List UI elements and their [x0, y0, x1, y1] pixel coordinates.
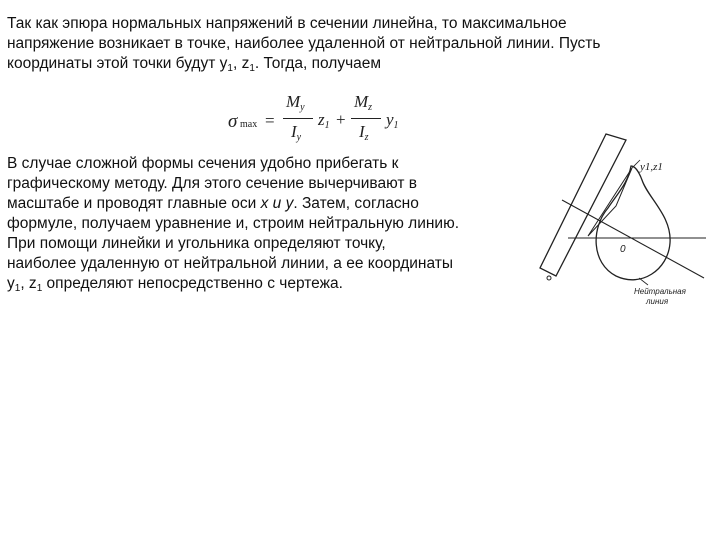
moment-y: $M_y$ — [286, 92, 305, 113]
intro-line-2: напряжение возникает в точке, наиболее удаленной от нейтральной линии. Пусть — [7, 35, 601, 52]
section-outline — [596, 166, 670, 280]
ruler-shape — [540, 134, 626, 276]
intro-line-3: координаты этой точки будут $y_1$, $z_1$. Тогда, получаем — [7, 55, 382, 74]
equals-sign: = — [265, 111, 275, 130]
y1-symbol: $y_1$ — [386, 110, 399, 131]
point-label: y1,z1 — [640, 161, 663, 173]
method-line-7: $y_1$, $z_1$ определяют непосредственно с чертежа. — [7, 275, 343, 294]
z1-symbol: $z_1$ — [318, 110, 330, 131]
fraction-bar-2 — [351, 118, 381, 119]
method-line-2: графическому методу. Для этого сечение вычерчивают в — [7, 175, 418, 192]
inertia-z: $I_z$ — [359, 122, 369, 143]
method-line-1: В случае сложной формы сечения удобно прибегать к — [7, 155, 399, 172]
origin-label: 0 — [620, 244, 626, 255]
plus-sign: + — [336, 110, 346, 129]
point-leader — [632, 160, 640, 168]
ruler-pivot — [547, 276, 551, 280]
sigma-symbol: σ — [228, 111, 238, 132]
neutral-leader — [639, 278, 648, 285]
sigma-subscript: max — [240, 119, 258, 130]
intro-paragraph — [7, 14, 707, 74]
neutral-label-2: линия — [646, 297, 669, 306]
method-line-6: наиболее удаленную от нейтральной линии, а ее координаты — [7, 255, 453, 272]
method-line-3: масштабе и проводят главные оси x и y. Затем, согласно — [7, 195, 419, 212]
max-stress-formula — [228, 92, 418, 150]
method-line-4: формуле, получаем уравнение и, строим нейтральную линию. — [7, 215, 460, 232]
neutral-line — [562, 200, 704, 278]
neutral-label-1: Нейтральная — [634, 287, 686, 296]
moment-z: $M_z$ — [354, 92, 373, 113]
method-line-5: При помощи линейки и угольника определяют точку, — [7, 235, 386, 252]
intro-line-1: Так как эпюра нормальных напряжений в сечении линейна, то максимальное — [7, 15, 567, 32]
section-diagram — [536, 128, 716, 318]
method-paragraph — [7, 154, 537, 294]
inertia-y: $I_y$ — [291, 122, 302, 143]
fraction-bar-1 — [283, 118, 313, 119]
